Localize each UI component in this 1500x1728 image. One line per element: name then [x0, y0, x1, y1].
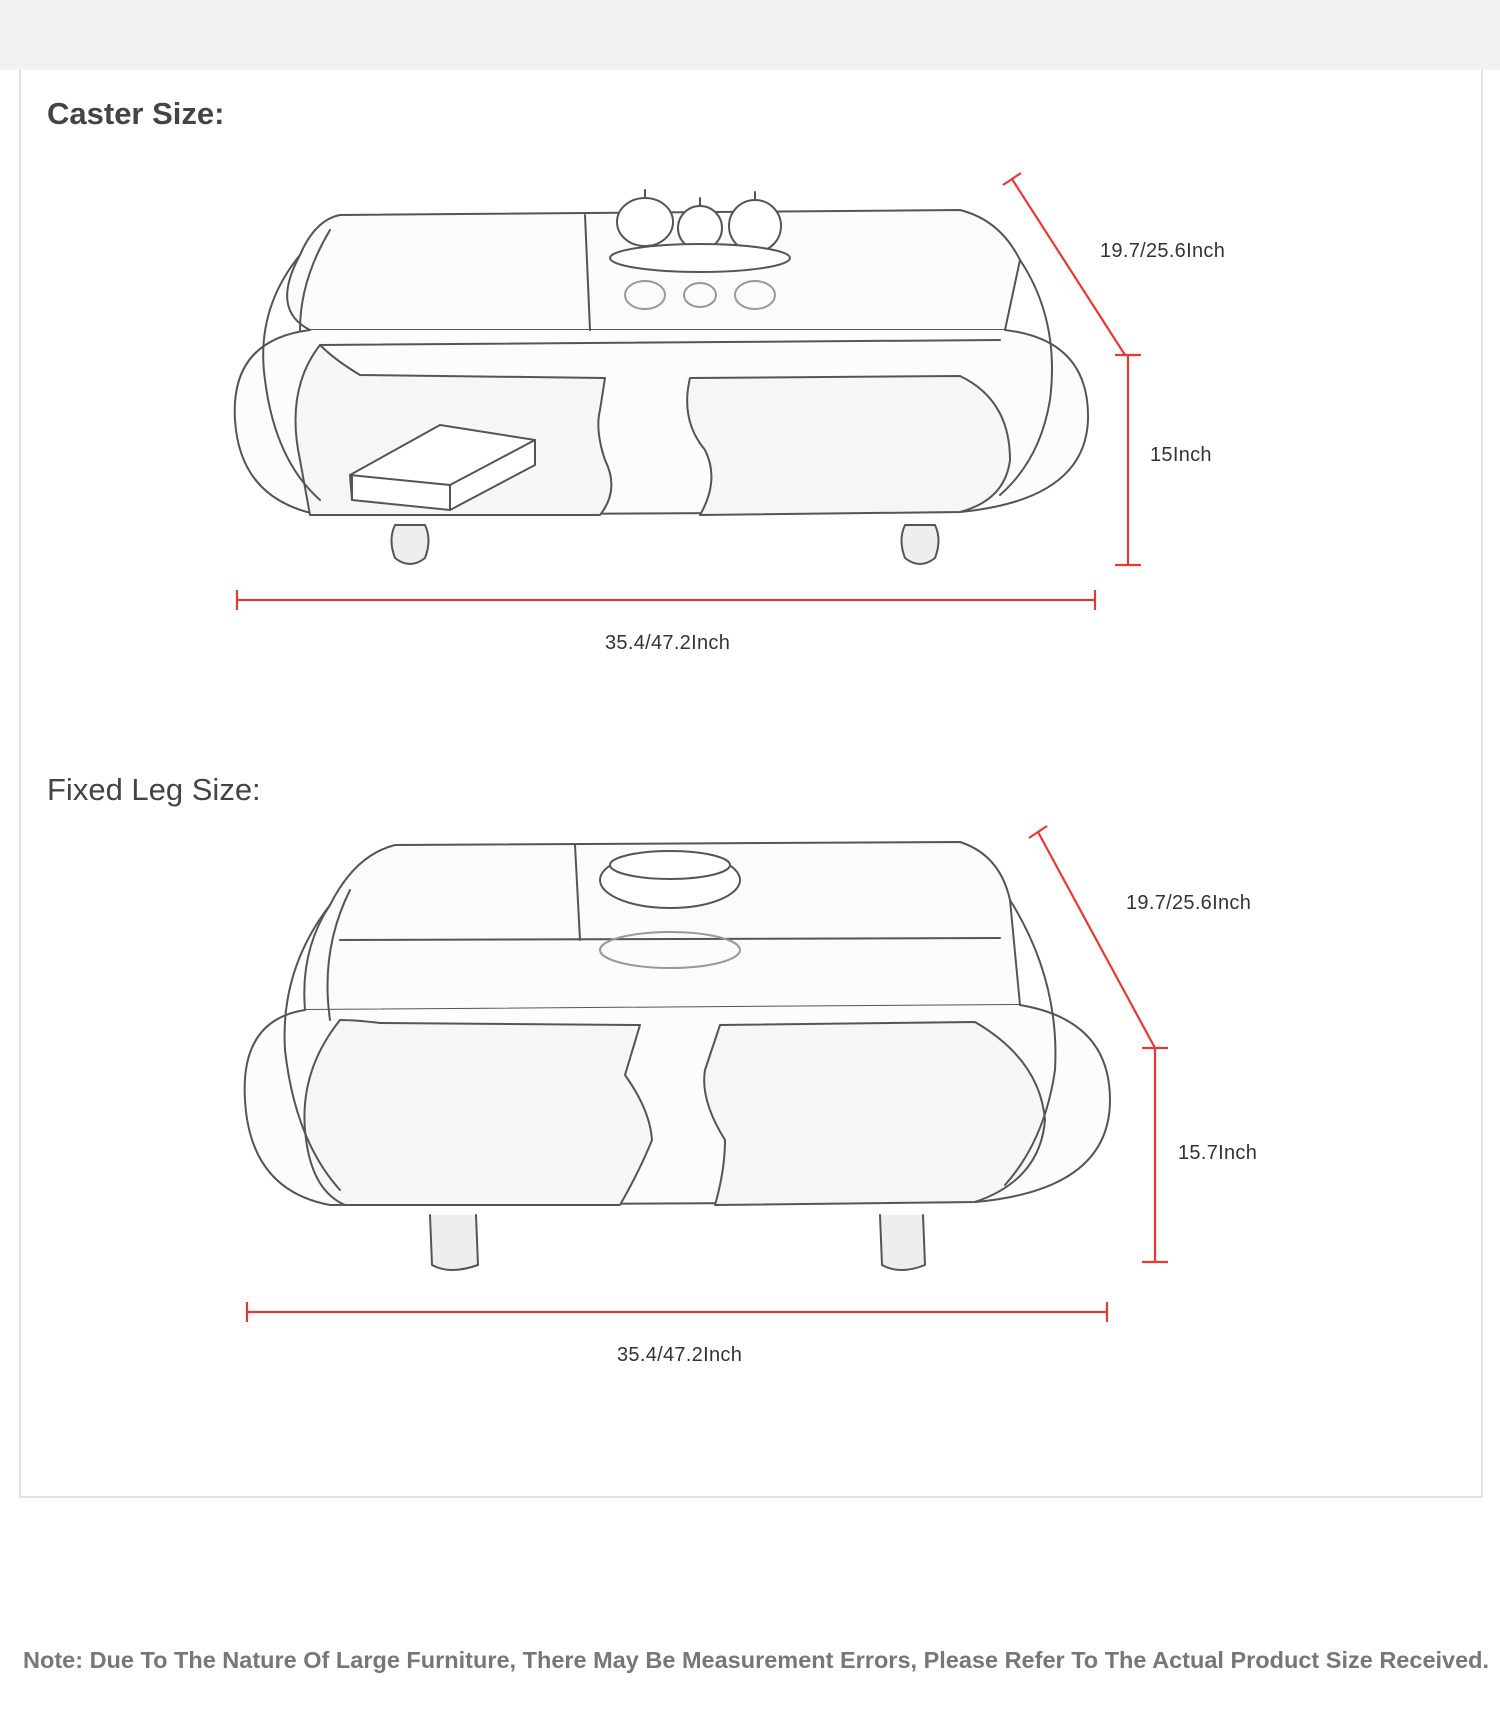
top-bar	[0, 0, 1500, 70]
caster-table-figure	[0, 160, 1500, 680]
measurement-note: Note: Due To The Nature Of Large Furniture, There May Be Measurement Errors, Please Refer To The Actual Product Size Received.	[23, 1647, 1490, 1673]
fixed-leg-height-label: 15.7Inch	[1178, 1142, 1258, 1164]
caster-width-label: 35.4/47.2Inch	[605, 632, 731, 654]
fixed-leg-table-sketch	[0, 820, 1500, 1380]
caster-table-sketch	[0, 160, 1500, 680]
caster-size-title: Caster Size:	[47, 96, 225, 131]
fixed-leg-width-label: 35.4/47.2Inch	[617, 1344, 743, 1366]
fixed-leg-size-title: Fixed Leg Size:	[47, 772, 261, 807]
fixed-leg-table-figure	[0, 820, 1500, 1380]
caster-height-label: 15Inch	[1150, 444, 1212, 466]
fixed-leg-depth-label: 19.7/25.6Inch	[1126, 892, 1252, 914]
caster-depth-label: 19.7/25.6Inch	[1100, 240, 1226, 262]
